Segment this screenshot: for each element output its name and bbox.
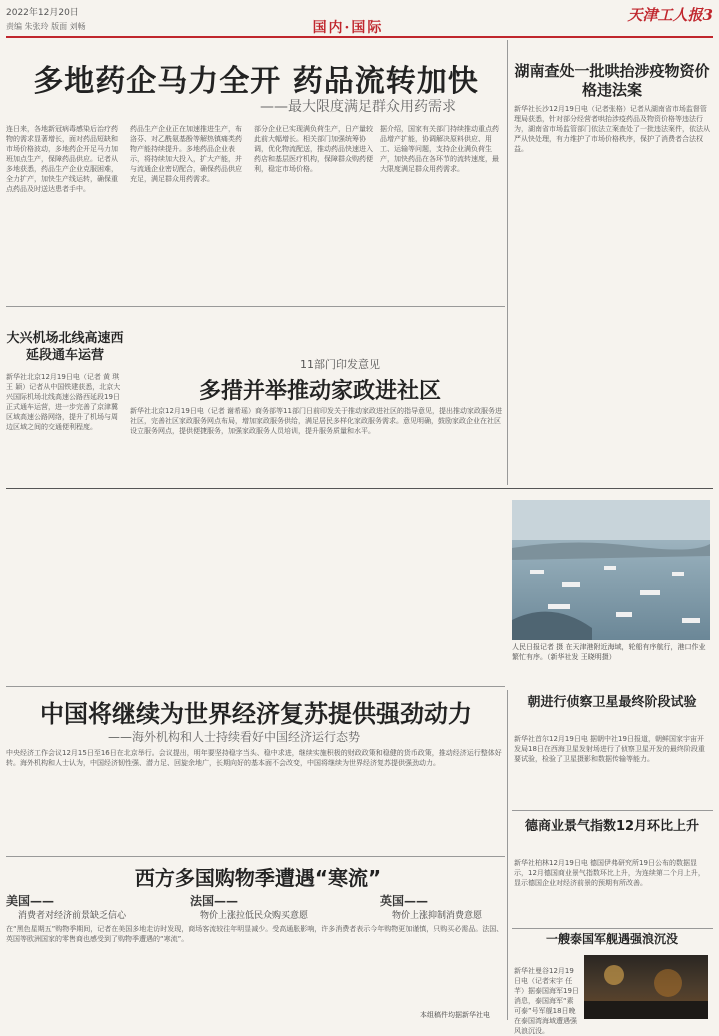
side2-body: 新华社首尔12月19日电 据朝中社19日报道，朝鲜国家宇宙开发局18日在西海卫星发射场进行了侦察卫星开发的最终阶段重要试验，检验了卫星摄影和数据传输等能力。 [514, 735, 705, 763]
harbor-photo [512, 500, 710, 640]
side3-headline: 德商业景气指数12月环比上升 [524, 819, 700, 834]
section-divider [6, 306, 505, 307]
warship-photo [584, 955, 708, 1019]
lead-column-4: 据介绍，国家有关部门持续推动重点药品增产扩能，协调解决原料供应、用工、运输等问题，支持企业满负荷生产，加快药品在各环节的流转速度，最大限度满足群众用药需求。 [380, 125, 499, 173]
airport-body: 新华社北京12月19日电（记者 黄 琪 王 颖）记者从中国铁建获悉，北京大兴国际机场北线高速公路西延段19日正式通车运营，进一步完善了京津冀区域高速公路网络，提升了机场与周边区域之间的交通便利程度。 [6, 373, 121, 431]
lead-headline: 多地药企马力全开 药品流转加快 [33, 64, 479, 99]
side4-body: 新华社曼谷12月19日电（记者宋宇 任芊）据泰国海军19日消息，泰国海军“素可泰”号军舰18日晚在泰国湾海域遭遇强风浪沉没。 [514, 967, 579, 1035]
section-divider-2 [6, 488, 713, 489]
economy-headline: 中国将继续为世界经济复苏提供强劲动力 [40, 700, 472, 728]
lead-subhead: ——最大限度满足群众用药需求 [260, 99, 456, 115]
france-section-title: 法国—— [190, 894, 239, 908]
section-divider-4 [6, 856, 505, 857]
economy-subhead: ——海外机构和人士持续看好中国经济运行态势 [108, 730, 361, 744]
services-kicker: 11部门印发意见 [300, 358, 380, 371]
uk-section-title: 英国—— [380, 894, 429, 908]
shopping-credit: 本组稿件均据新华社电 [420, 1011, 490, 1019]
side1-headline: 湖南查处一批哄抬涉疫物资价格违法案 [514, 62, 710, 99]
column-divider [507, 40, 508, 485]
harbor-caption: 人民日报记者 摄 在天津港附近海域，轮船有序航行，港口作业繁忙有序。（新华社发 王晓明摄） [512, 643, 706, 661]
side1-body: 新华社长沙12月19日电（记者张格）记者从湖南省市场监督管理局获悉，针对部分经营者哄抬涉疫药品及物资价格等违法行为，湖南省市场监管部门依法立案查处了一批违法案件，依法从严从快处理，有力维护了市场价格秩序，保护了消费者合法权益。 [514, 105, 710, 153]
section-title: 国内·国际 [312, 20, 384, 36]
usa-section-title: 美国—— [6, 894, 55, 908]
uk-section-subtitle: 物价上涨抑制消费意愿 [392, 911, 483, 921]
economy-body: 中央经济工作会议12月15日至16日在北京举行。会议提出，明年要坚持稳字当头、稳中求进，继续实施积极的财政政策和稳健的货币政策，推动经济运行整体好转。海外机构和人士认为，中国经济韧性强、潜力足、回旋余地广，长期向好的基本面不会改变，中国将继续为世界经济复苏提供强劲动力。 [6, 749, 502, 767]
shopping-headline: 西方多国购物季遭遇“寒流” [134, 866, 382, 890]
side-divider [512, 810, 713, 811]
side-divider-2 [512, 928, 713, 929]
header-rule [6, 36, 713, 38]
lead-column-2: 药品生产企业正在加速推进生产，布洛芬、对乙酰氨基酚等解热镇痛类药物产能持续提升。多地药品企业表示，将持续加大投入，扩大产能，并与流通企业密切配合，确保药品供应充足，满足群众用药需求。 [130, 125, 242, 183]
issue-date: 2022年12月20日 [6, 8, 79, 18]
column-divider-2 [507, 690, 508, 1020]
lead-column-3: 部分企业已实现满负荷生产，日产量较此前大幅增长。相关部门加强统筹协调，优化物流配送，推动药品快速进入药店和基层医疗机构，保障群众购药便利，稳定市场价格。 [254, 125, 373, 173]
services-headline: 多措并举推动家政进社区 [198, 379, 441, 404]
side4-headline: 一艘泰国军舰遇强浪沉没 [545, 932, 678, 946]
shopping-body: 在“黑色星期五”购物季期间，记者在美国多地走访时发现，商场客流较往年明显减少。受高通胀影响，许多消费者表示今年购物更加谨慎，只购买必需品。法国、英国等欧洲国家的零售商也感受到了购物季遭遇的“寒流”。 [6, 925, 504, 943]
masthead: 天津工人报3 [627, 6, 713, 24]
lead-column-1: 连日来，各地新冠病毒感染后治疗药物的需求显著增长，面对药品短缺和市场价格波动，多地药企开足马力加班加点生产，保障药品供应。记者从多地获悉，药品生产企业克服困难，全力扩产，加快生产线运转，确保重点药品及时送达患者手中。 [6, 125, 118, 193]
side3-body: 新华社柏林12月19日电 德国伊弗研究所19日公布的数据显示，12月德国商业景气指数环比上升，为连续第二个月上升，显示德国企业对经济前景的预期有所改善。 [514, 859, 705, 887]
side2-headline: 朝进行侦察卫星最终阶段试验 [527, 695, 697, 710]
airport-headline: 大兴机场北线高速西延段通车运营 [6, 331, 124, 363]
services-body: 新华社北京12月19日电（记者 谢希瑶）商务部等11部门日前印发关于推动家政进社区的指导意见，提出推动家政服务进社区，完善社区家政服务网点布局，增加家政服务供给，满足居民多样化家政服务需求。意见明确，鼓励家政企业在社区设立服务网点，提供便捷服务，加强家政服务人员培训，提升服务质量和水平。 [130, 407, 502, 435]
usa-section-subtitle: 消费者对经济前景缺乏信心 [18, 911, 127, 921]
section-divider-3 [6, 686, 505, 687]
editor-credits: 责编 朱张玲 版面 刘畅 [6, 22, 86, 31]
france-section-subtitle: 物价上涨拉低民众购买意愿 [200, 911, 309, 921]
